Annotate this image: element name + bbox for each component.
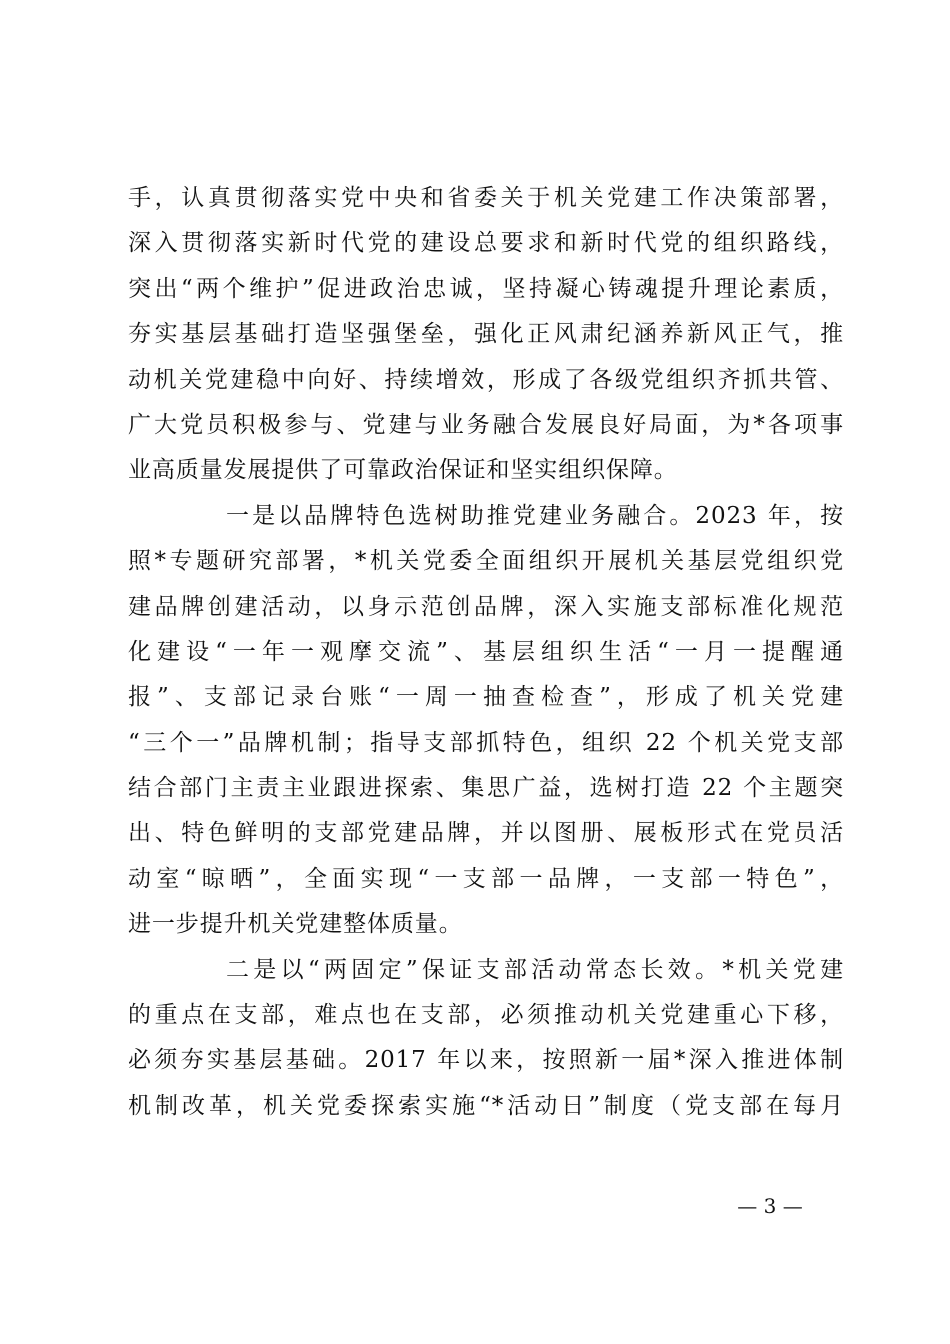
text-line: 深入贯彻落实新时代党的建设总要求和新时代党的组织路线， (128, 230, 844, 257)
paragraph-two-fixed (128, 948, 844, 1130)
text-line: 动机关党建稳中向好、持续增效，形成了各级党组织齐抓共管、 (128, 366, 844, 393)
text-line: 夯实基层基础打造坚强堡垒，强化正风肃纪涵养新风正气，推 (128, 321, 844, 348)
page-number: — 3 — (737, 1194, 803, 1218)
text-line: 机制改革，机关党委探索实施“*活动日”制度（党支部在每月 (128, 1092, 844, 1119)
text-line: 的重点在支部，难点也在支部，必须推动机关党建重心下移， (128, 1002, 844, 1029)
paragraph-continuation (128, 176, 844, 494)
text-line: 结合部门主责主业跟进探索、集思广益，选树打造 22 个主题突 (128, 775, 844, 802)
text-line: 进一步提升机关党建整体质量。 (128, 911, 463, 938)
text-line: 建品牌创建活动，以身示范创品牌，深入实施支部标准化规范 (128, 593, 844, 620)
text-line: 业高质量发展提供了可靠政治保证和坚实组织保障。 (128, 457, 678, 484)
paragraph-brand-building (128, 494, 844, 948)
text-line: 手，认真贯彻落实党中央和省委关于机关党建工作决策部署， (128, 185, 844, 211)
text-line: 出、特色鲜明的支部党建品牌，并以图册、展板形式在党员活 (128, 820, 844, 847)
text-line: 化建设“一年一观摩交流”、基层组织生活“一月一提醒通 (128, 638, 844, 665)
text-line: 一是以品牌特色选树助推党建业务融合。2023 年，按 (226, 502, 844, 529)
text-line: 广大党员积极参与、党建与业务融合发展良好局面，为*各项事 (128, 411, 844, 438)
text-line: 动室“晾晒”，全面实现“一支部一品牌，一支部一特色”， (128, 865, 844, 892)
text-line: “三个一”品牌机制；指导支部抓特色，组织 22 个机关党支部 (128, 729, 844, 756)
text-line: 二是以“两固定”保证支部活动常态长效。*机关党建 (226, 956, 844, 983)
text-line: 突出“两个维护”促进政治忠诚，坚持凝心铸魂提升理论素质， (128, 275, 844, 302)
text-line: 照*专题研究部署，*机关党委全面组织开展机关基层党组织党 (128, 548, 844, 575)
body-text (128, 176, 844, 1129)
text-line: 必须夯实基层基础。2017 年以来，按照新一届*深入推进体制 (128, 1047, 844, 1074)
text-line: 报”、支部记录台账“一周一抽查检查”，形成了机关党建 (128, 684, 844, 711)
